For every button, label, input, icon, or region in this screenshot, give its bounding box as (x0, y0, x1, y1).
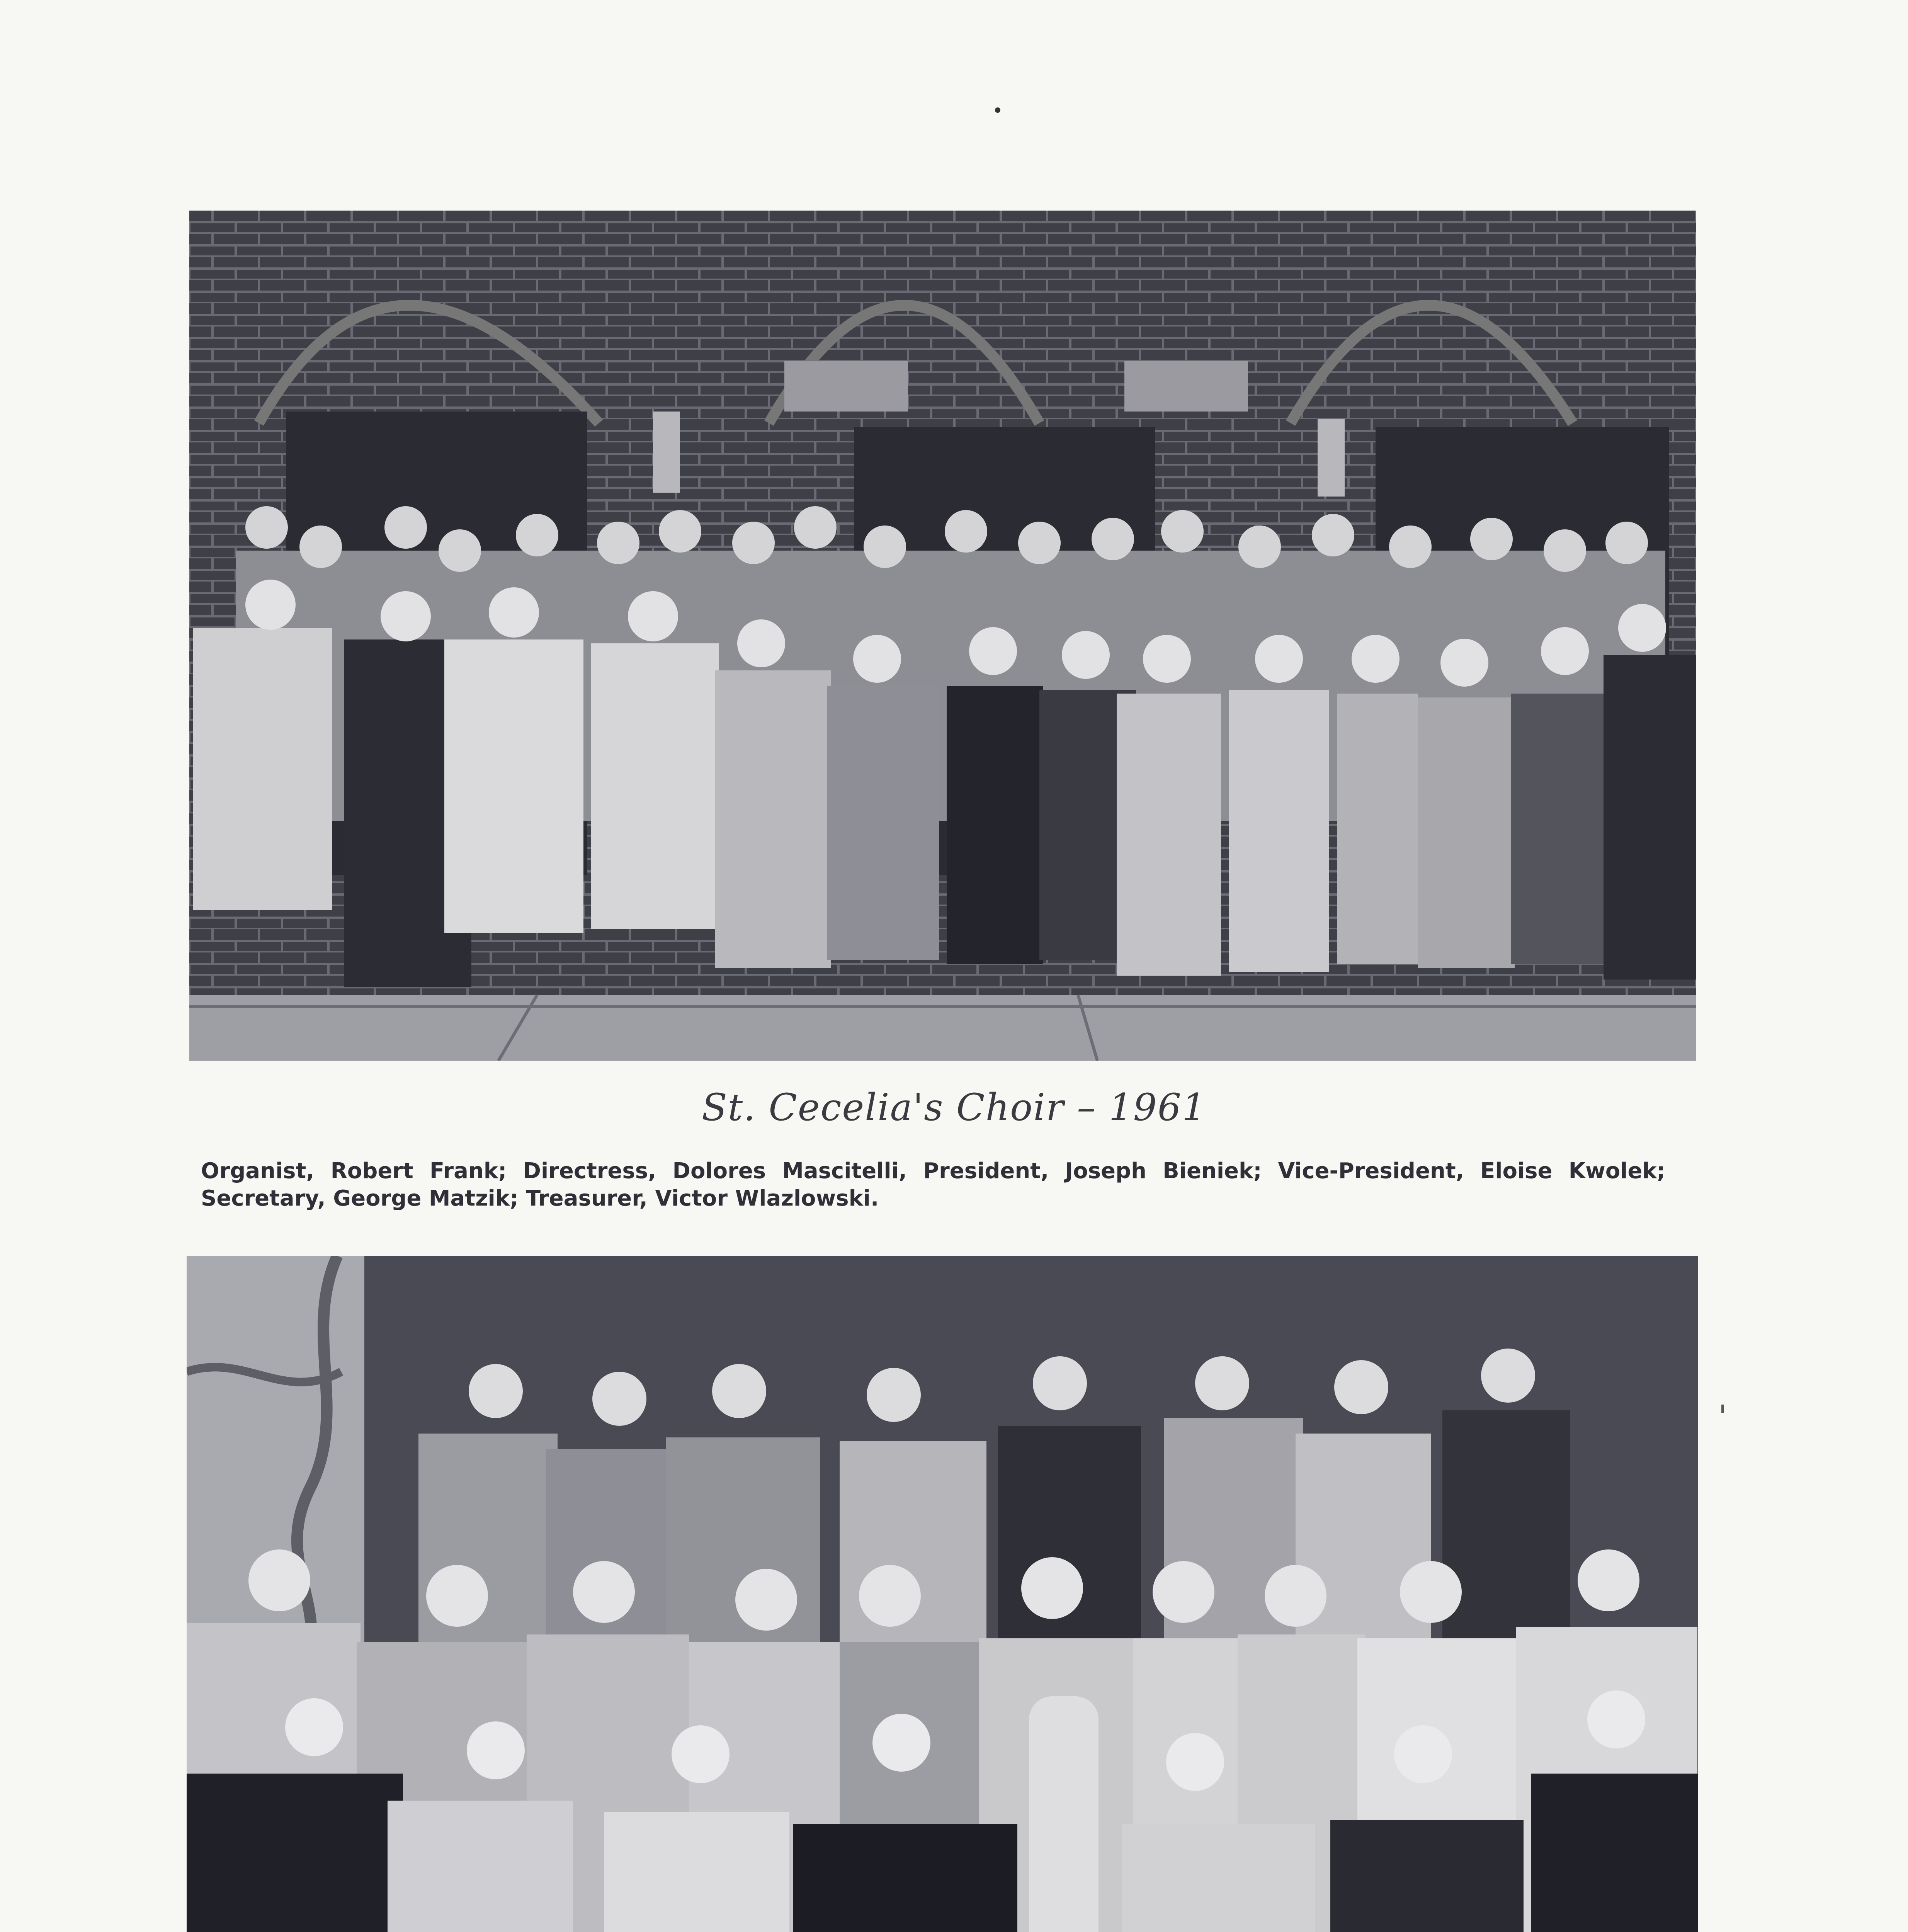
choir-group-photo (189, 211, 1696, 1061)
page-speck (995, 107, 1000, 113)
page-mark (1721, 1405, 1724, 1413)
choir-title: St. Cecelia's Choir – 1961 (701, 1086, 1207, 1129)
sodality-group-photo (187, 1256, 1698, 1932)
choir-caption: Organist, Robert Frank; Directress, Dolores Mascitelli, President, Joseph Bieniek; Vice-President, Eloise Kwolek; Secretary, George Matzik; Treasurer, Victor Wlazlowski. (201, 1158, 1665, 1211)
